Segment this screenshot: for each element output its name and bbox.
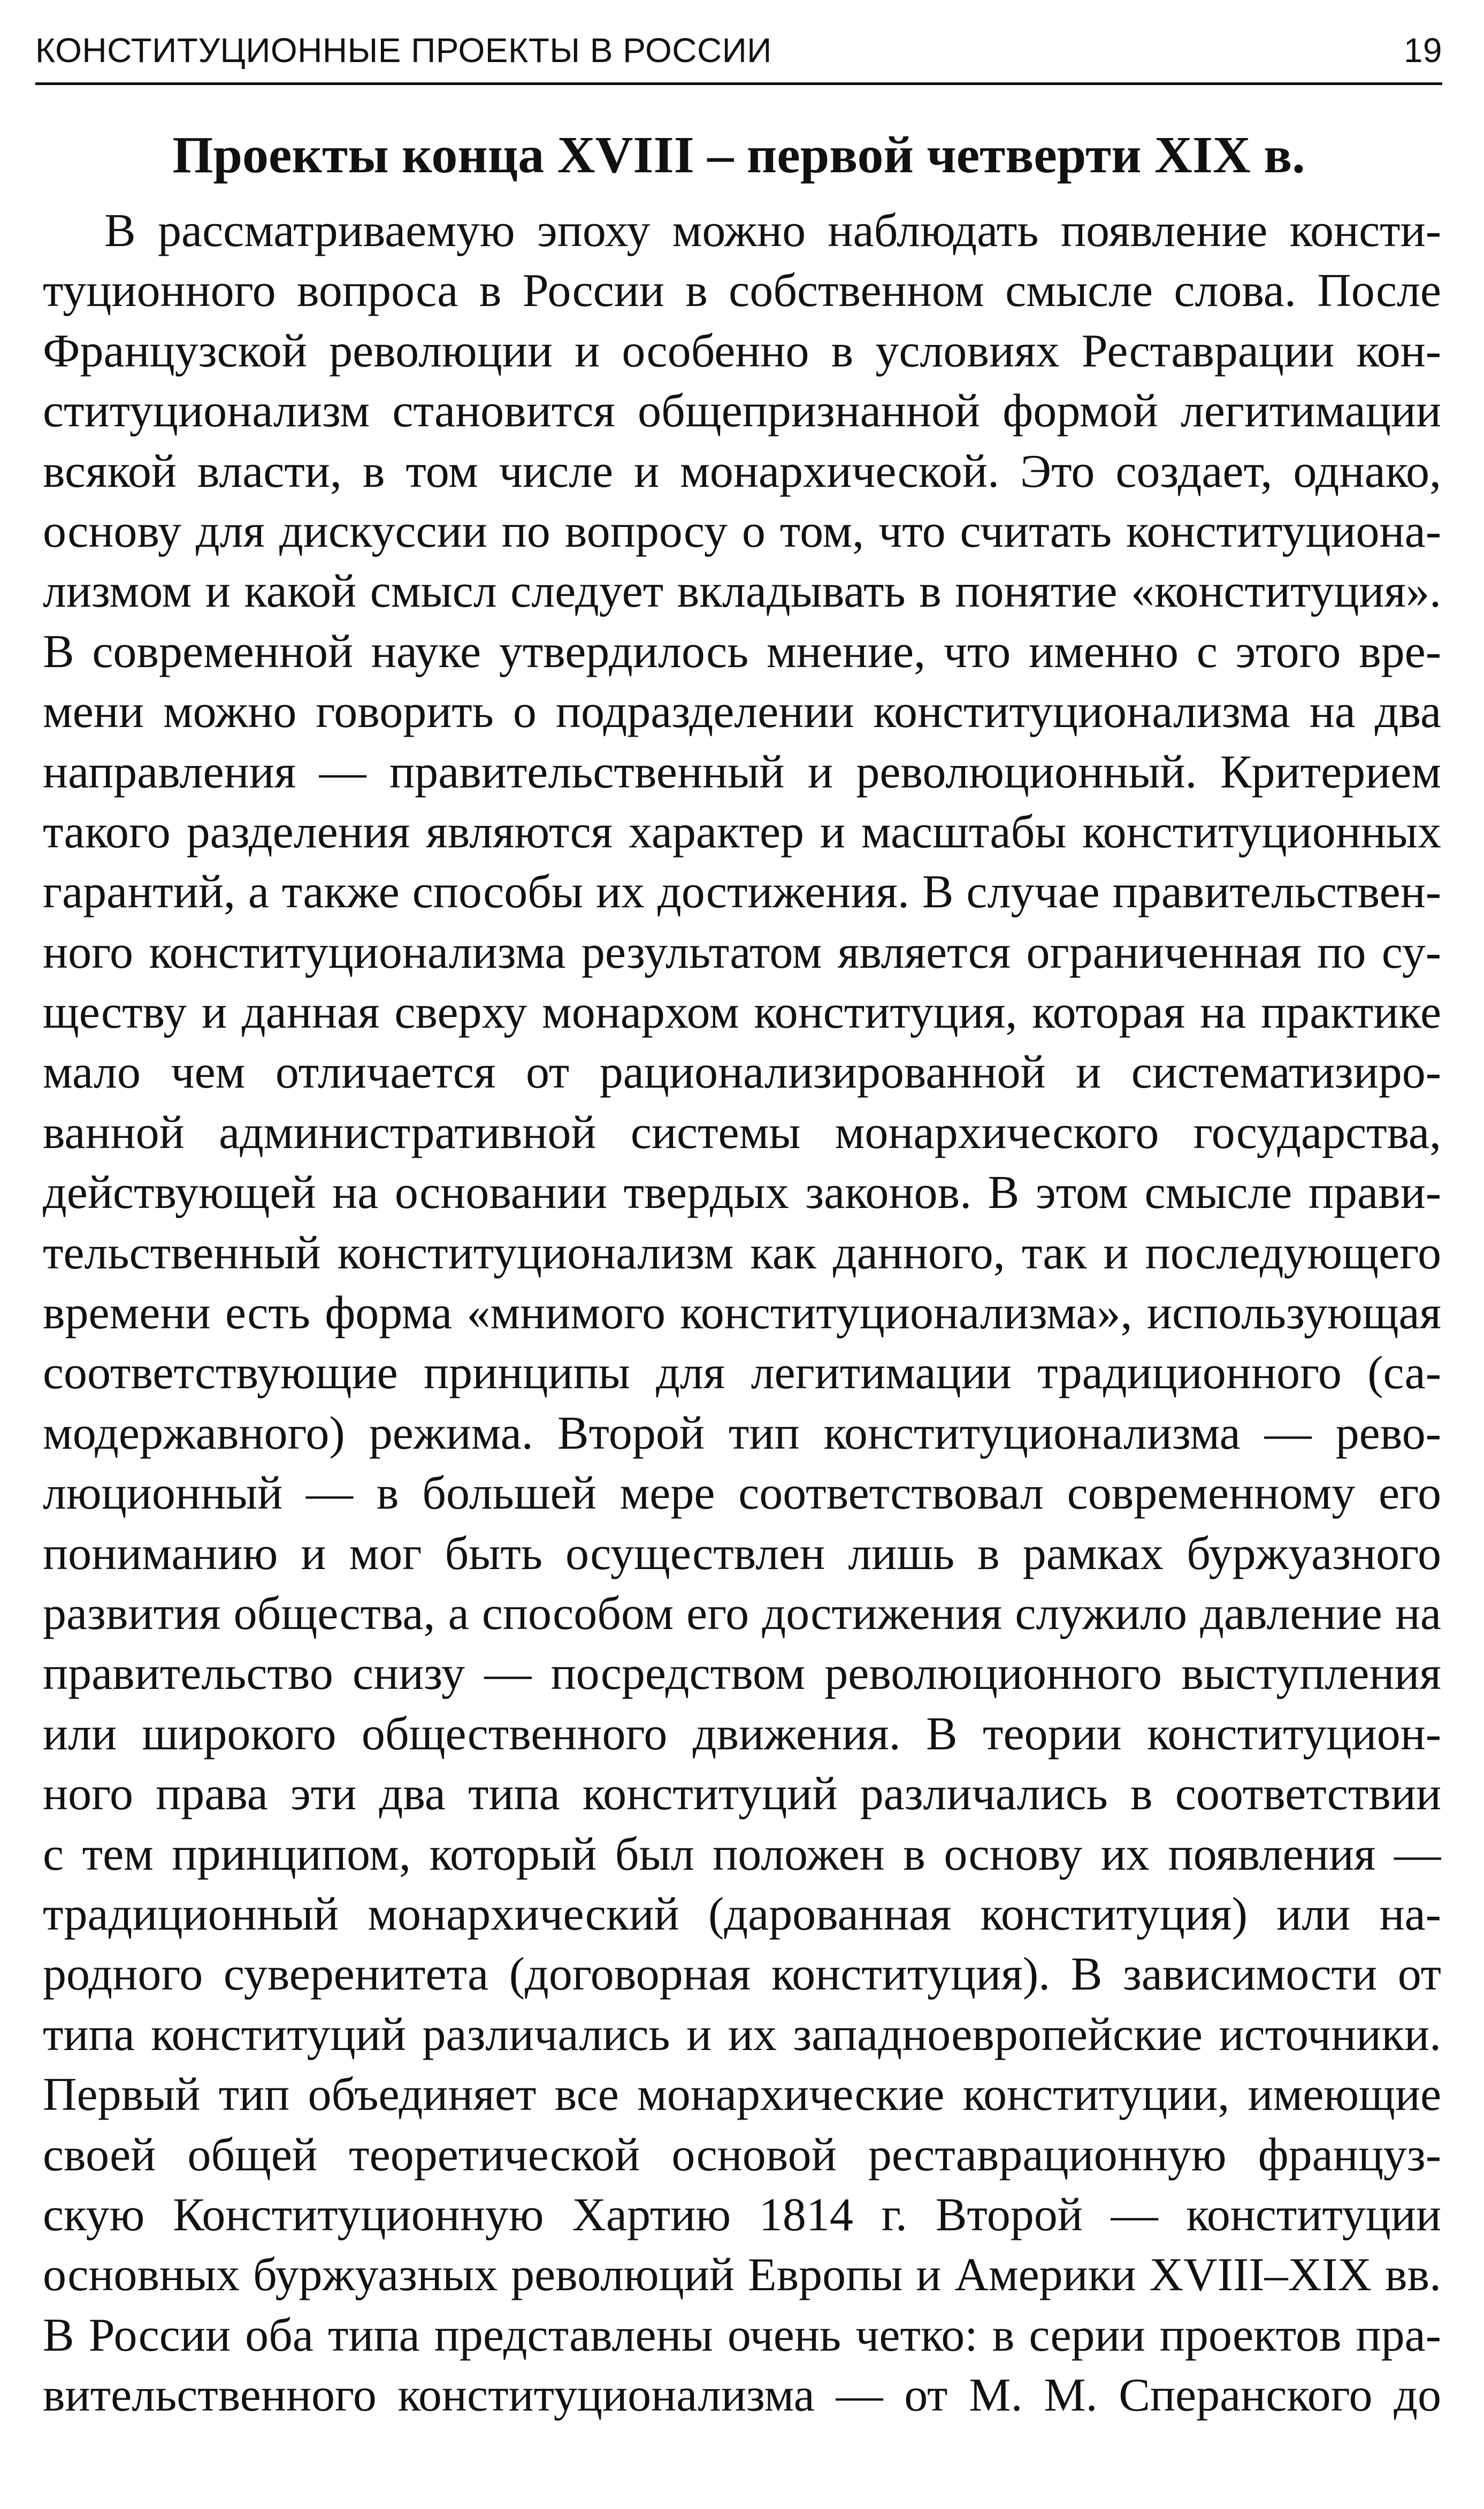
text-line: типа конституций различались и их западноевропейские источники. (43, 2008, 1441, 2061)
text-line: люционный — в большей мере соответствовал современному его (43, 1467, 1441, 1520)
text-line: тельственный конституционализм как данного, так и последующего (43, 1227, 1441, 1279)
text-line: с тем принципом, который был положен в основу их появления — (43, 1828, 1441, 1880)
text-line: мени можно говорить о подразделении конституционализма на два (43, 686, 1441, 738)
text-line: направления — правительственный и революционный. Критерием (43, 746, 1441, 798)
body-paragraph (43, 201, 1441, 2426)
text-line: лизмом и какой смысл следует вкладывать в понятие «конституция». (43, 565, 1441, 618)
text-line: ществу и данная сверху монархом конституция, которая на практике (43, 986, 1441, 1039)
text-line: развития общества, а способом его достижения служило давление на (43, 1587, 1441, 1640)
text-line: В современной науке утвердилось мнение, что именно с этого вре- (43, 625, 1441, 678)
running-head-title: КОНСТИТУЦИОННЫЕ ПРОЕКТЫ В РОССИИ (35, 31, 772, 70)
text-line: ного права эти два типа конституций различались в соответствии (43, 1768, 1441, 1820)
text-line: В рассматриваемую эпоху можно наблюдать появление консти- (104, 205, 1441, 257)
text-line: правительство снизу — посредством революционного выступления (43, 1648, 1441, 1700)
text-line: пониманию и мог быть осуществлен лишь в рамках буржуазного (43, 1527, 1441, 1580)
text-line: основу для дискуссии по вопросу о том, что считать конституциона- (43, 505, 1441, 557)
text-line: или широкого общественного движения. В теории конституцион- (43, 1708, 1441, 1760)
text-line: мало чем отличается от рационализированной и систематизиро- (43, 1046, 1441, 1099)
page-number: 19 (1403, 31, 1442, 70)
text-line: традиционный монархический (дарованная конституция) или на- (43, 1888, 1441, 1940)
text-line: основных буржуазных революций Европы и Америки XVIII–XIX вв. (43, 2249, 1441, 2301)
text-line: такого разделения являются характер и масштабы конституционных (43, 806, 1441, 858)
running-head (35, 18, 1442, 85)
text-line: Первый тип объединяет все монархические конституции, имеющие (43, 2069, 1441, 2121)
text-line: действующей на основании твердых законов. В этом смысле прави- (43, 1167, 1441, 1219)
text-line: соответствующие принципы для легитимации традиционного (са- (43, 1347, 1441, 1399)
text-line: времени есть форма «мнимого конституционализма», использующая (43, 1287, 1441, 1340)
text-line: туционного вопроса в России в собственном смысле слова. После (43, 265, 1441, 317)
section-heading: Проекты конца XVIII – первой четверти XIX в. (172, 126, 1305, 184)
text-line: ного конституционализма результатом является ограниченная по су- (43, 926, 1441, 978)
text-line: всякой власти, в том числе и монархической. Это создает, однако, (43, 445, 1441, 498)
text-line: модержавного) режима. Второй тип конституционализма — рево- (43, 1407, 1441, 1459)
text-line: В России оба типа представлены очень четко: в серии проектов пра- (43, 2309, 1441, 2361)
text-line: Французской революции и особенно в условиях Реставрации кон- (43, 325, 1441, 377)
text-line: родного суверенитета (договорная конституция). В зависимости от (43, 1948, 1441, 2001)
text-line: скую Конституционную Хартию 1814 г. Второй — конституции (43, 2189, 1441, 2241)
text-line: своей общей теоретической основой реставрационную француз- (43, 2129, 1441, 2181)
text-line: ванной административной системы монархического государства, (43, 1106, 1441, 1159)
text-line: гарантий, а также способы их достижения. В случае правительствен- (43, 866, 1441, 919)
text-line: вительственного конституционализма — от М. М. Сперанского до (43, 2369, 1441, 2422)
text-line: ституционализм становится общепризнанной формой легитимации (43, 385, 1441, 438)
